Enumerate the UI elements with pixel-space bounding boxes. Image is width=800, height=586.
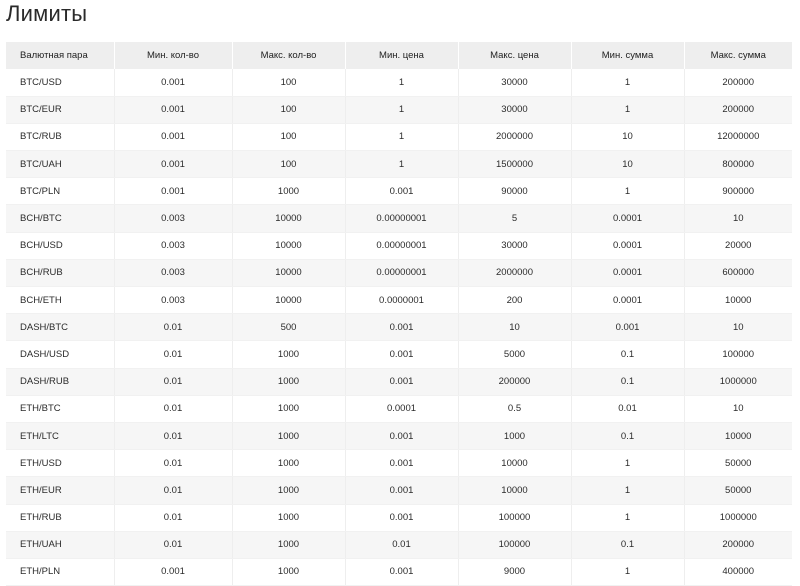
cell-min-sum: 1 (571, 96, 684, 123)
table-row (6, 287, 792, 314)
cell-max-sum: 10000 (684, 287, 792, 314)
cell-max-qty: 1000 (232, 178, 345, 205)
table-row (6, 422, 792, 449)
cell-max-price: 10000 (458, 477, 571, 504)
cell-min-qty: 0.001 (114, 178, 232, 205)
cell-max-qty: 10000 (232, 205, 345, 232)
cell-max-sum: 400000 (684, 558, 792, 585)
cell-pair: ETH/EUR (6, 477, 114, 504)
cell-pair: BTC/UAH (6, 151, 114, 178)
cell-max-sum: 1000000 (684, 368, 792, 395)
table-row (6, 504, 792, 531)
table-row (6, 259, 792, 286)
cell-min-price: 1 (345, 123, 458, 150)
table-row (6, 395, 792, 422)
header-row (6, 42, 792, 69)
cell-max-price: 10 (458, 314, 571, 341)
limits-table (6, 42, 792, 586)
cell-pair: BTC/PLN (6, 178, 114, 205)
cell-min-price: 0.001 (345, 368, 458, 395)
cell-max-sum: 50000 (684, 477, 792, 504)
cell-max-sum: 600000 (684, 259, 792, 286)
cell-min-price: 0.001 (345, 178, 458, 205)
cell-max-price: 2000000 (458, 259, 571, 286)
table-row (6, 477, 792, 504)
cell-min-qty: 0.01 (114, 450, 232, 477)
cell-min-sum: 1 (571, 477, 684, 504)
cell-max-qty: 10000 (232, 232, 345, 259)
cell-min-sum: 10 (571, 123, 684, 150)
cell-pair: DASH/RUB (6, 368, 114, 395)
cell-min-qty: 0.01 (114, 531, 232, 558)
cell-pair: BCH/ETH (6, 287, 114, 314)
cell-max-qty: 1000 (232, 422, 345, 449)
cell-max-price: 100000 (458, 504, 571, 531)
cell-min-price: 0.0000001 (345, 287, 458, 314)
cell-max-qty: 1000 (232, 477, 345, 504)
cell-max-qty: 1000 (232, 395, 345, 422)
cell-min-qty: 0.01 (114, 422, 232, 449)
cell-min-sum: 1 (571, 504, 684, 531)
cell-max-sum: 800000 (684, 151, 792, 178)
table-row (6, 123, 792, 150)
cell-pair: BTC/EUR (6, 96, 114, 123)
cell-pair: BCH/USD (6, 232, 114, 259)
limits-table-container (6, 42, 792, 586)
cell-max-qty: 1000 (232, 531, 345, 558)
header-pair: Валютная пара (6, 42, 114, 69)
header-max-price: Макс. цена (458, 42, 571, 69)
cell-min-price: 0.00000001 (345, 232, 458, 259)
header-min-sum: Мин. сумма (571, 42, 684, 69)
cell-min-price: 0.001 (345, 341, 458, 368)
cell-min-sum: 0.0001 (571, 205, 684, 232)
cell-max-sum: 100000 (684, 341, 792, 368)
cell-max-price: 200 (458, 287, 571, 314)
cell-max-sum: 200000 (684, 96, 792, 123)
cell-min-qty: 0.001 (114, 69, 232, 96)
cell-max-price: 30000 (458, 96, 571, 123)
cell-max-sum: 12000000 (684, 123, 792, 150)
cell-min-price: 0.001 (345, 558, 458, 585)
table-row (6, 96, 792, 123)
cell-min-qty: 0.001 (114, 123, 232, 150)
cell-max-qty: 100 (232, 151, 345, 178)
cell-pair: DASH/BTC (6, 314, 114, 341)
cell-min-sum: 10 (571, 151, 684, 178)
cell-min-sum: 0.1 (571, 531, 684, 558)
cell-min-qty: 0.01 (114, 477, 232, 504)
header-max-qty: Макс. кол-во (232, 42, 345, 69)
cell-min-sum: 0.1 (571, 368, 684, 395)
cell-max-qty: 10000 (232, 287, 345, 314)
cell-min-qty: 0.001 (114, 558, 232, 585)
cell-pair: BCH/RUB (6, 259, 114, 286)
cell-pair: DASH/USD (6, 341, 114, 368)
cell-min-price: 0.001 (345, 477, 458, 504)
cell-max-sum: 900000 (684, 178, 792, 205)
cell-min-price: 0.00000001 (345, 259, 458, 286)
cell-min-sum: 0.01 (571, 395, 684, 422)
cell-max-price: 5000 (458, 341, 571, 368)
header-max-sum: Макс. сумма (710, 50, 766, 61)
table-row (6, 450, 792, 477)
cell-max-sum: 10 (684, 395, 792, 422)
header-min-price: Мин. цена (345, 42, 458, 69)
cell-min-price: 0.0001 (345, 395, 458, 422)
cell-max-qty: 1000 (232, 558, 345, 585)
table-body (6, 69, 792, 586)
cell-max-sum: 200000 (684, 69, 792, 96)
table-row (6, 205, 792, 232)
cell-max-sum: 1000000 (684, 504, 792, 531)
cell-min-qty: 0.01 (114, 314, 232, 341)
cell-pair: BTC/RUB (6, 123, 114, 150)
table-header (6, 42, 792, 69)
cell-pair: ETH/UAH (6, 531, 114, 558)
cell-min-sum: 1 (571, 558, 684, 585)
cell-min-qty: 0.003 (114, 232, 232, 259)
cell-min-sum: 0.0001 (571, 287, 684, 314)
table-row (6, 69, 792, 96)
cell-min-qty: 0.003 (114, 287, 232, 314)
cell-min-qty: 0.003 (114, 205, 232, 232)
cell-min-qty: 0.01 (114, 368, 232, 395)
cell-min-sum: 0.0001 (571, 232, 684, 259)
cell-max-price: 1500000 (458, 151, 571, 178)
cell-min-qty: 0.001 (114, 96, 232, 123)
cell-min-price: 1 (345, 69, 458, 96)
cell-max-price: 30000 (458, 69, 571, 96)
cell-max-sum: 10 (684, 205, 792, 232)
table-row (6, 341, 792, 368)
cell-pair: ETH/LTC (6, 422, 114, 449)
cell-min-price: 0.00000001 (345, 205, 458, 232)
table-row (6, 151, 792, 178)
cell-min-qty: 0.01 (114, 341, 232, 368)
cell-max-qty: 1000 (232, 341, 345, 368)
cell-max-price: 200000 (458, 368, 571, 395)
cell-max-qty: 100 (232, 69, 345, 96)
cell-max-price: 5 (458, 205, 571, 232)
cell-min-price: 0.01 (345, 531, 458, 558)
cell-max-price: 9000 (458, 558, 571, 585)
cell-min-qty: 0.01 (114, 395, 232, 422)
cell-max-sum: 20000 (684, 232, 792, 259)
cell-pair: ETH/USD (6, 450, 114, 477)
cell-max-price: 30000 (458, 232, 571, 259)
cell-min-price: 0.001 (345, 422, 458, 449)
cell-min-sum: 1 (571, 450, 684, 477)
cell-max-qty: 100 (232, 96, 345, 123)
cell-max-price: 100000 (458, 531, 571, 558)
table-row (6, 314, 792, 341)
cell-min-sum: 1 (571, 69, 684, 96)
cell-pair: BTC/USD (6, 69, 114, 96)
cell-max-price: 2000000 (458, 123, 571, 150)
cell-min-sum: 0.1 (571, 341, 684, 368)
cell-pair: ETH/PLN (6, 558, 114, 585)
cell-max-sum: 10000 (684, 422, 792, 449)
cell-max-qty: 500 (232, 314, 345, 341)
cell-min-qty: 0.001 (114, 151, 232, 178)
cell-max-qty: 100 (232, 123, 345, 150)
cell-max-price: 90000 (458, 178, 571, 205)
cell-min-sum: 0.1 (571, 422, 684, 449)
table-row (6, 531, 792, 558)
cell-min-price: 0.001 (345, 504, 458, 531)
cell-min-qty: 0.01 (114, 504, 232, 531)
cell-max-qty: 1000 (232, 368, 345, 395)
table-row (6, 178, 792, 205)
page-title: Лимиты (6, 1, 88, 26)
cell-max-sum: 50000 (684, 450, 792, 477)
cell-pair: BCH/BTC (6, 205, 114, 232)
table-row (6, 558, 792, 585)
cell-max-qty: 10000 (232, 259, 345, 286)
cell-min-price: 0.001 (345, 450, 458, 477)
cell-max-price: 1000 (458, 422, 571, 449)
cell-min-sum: 0.001 (571, 314, 684, 341)
cell-min-qty: 0.003 (114, 259, 232, 286)
cell-min-sum: 1 (571, 178, 684, 205)
table-row (6, 232, 792, 259)
header-min-qty: Мин. кол-во (114, 42, 232, 69)
cell-pair: ETH/BTC (6, 395, 114, 422)
cell-min-price: 0.001 (345, 314, 458, 341)
cell-min-price: 1 (345, 96, 458, 123)
cell-max-price: 10000 (458, 450, 571, 477)
cell-max-price: 0.5 (458, 395, 571, 422)
cell-min-price: 1 (345, 151, 458, 178)
cell-max-sum: 10 (684, 314, 792, 341)
table-row (6, 368, 792, 395)
cell-max-sum: 200000 (684, 531, 792, 558)
cell-pair: ETH/RUB (6, 504, 114, 531)
cell-max-qty: 1000 (232, 504, 345, 531)
cell-min-sum: 0.0001 (571, 259, 684, 286)
cell-max-qty: 1000 (232, 450, 345, 477)
